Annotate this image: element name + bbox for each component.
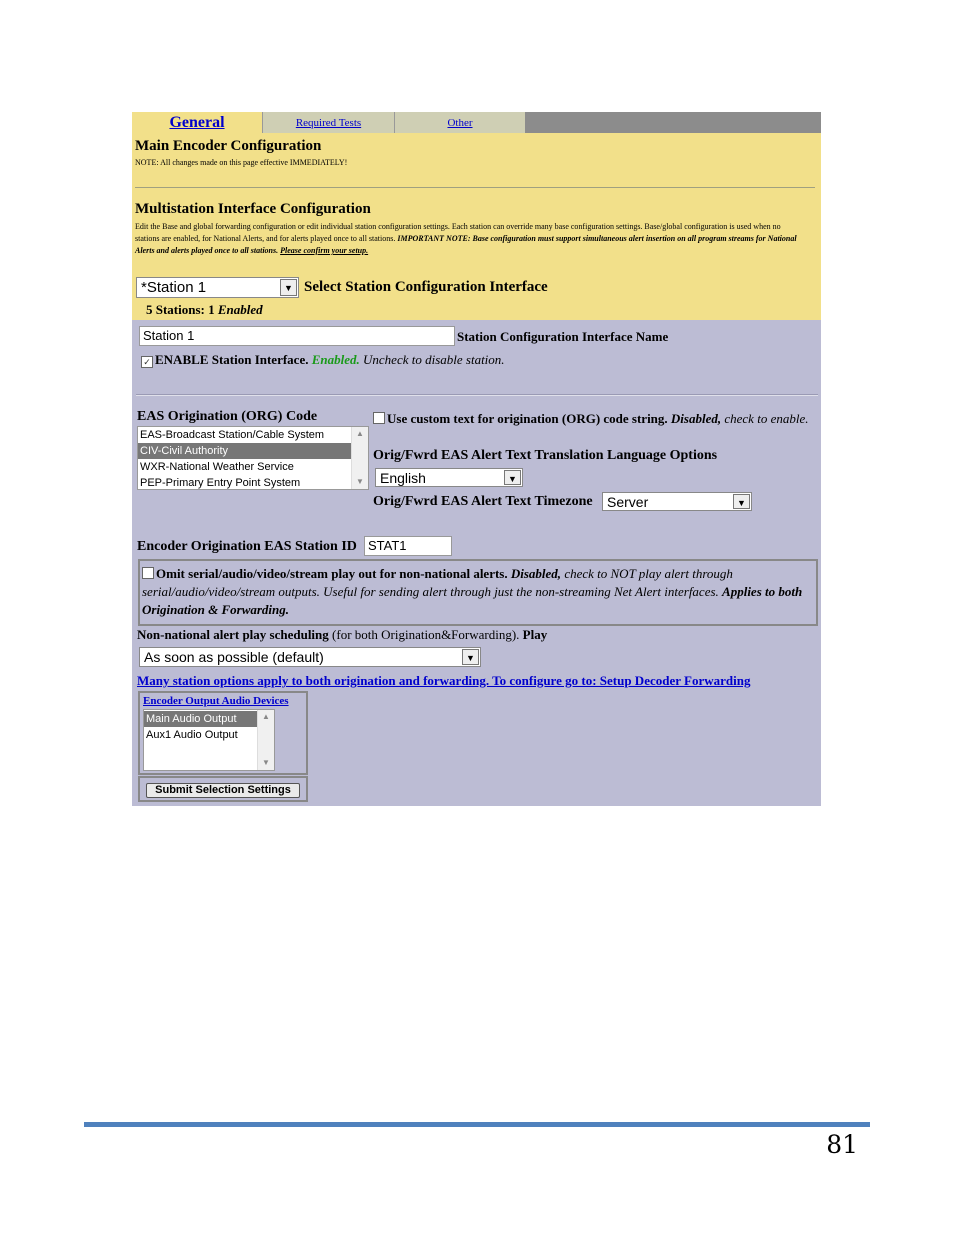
custom-org-row <box>373 410 813 428</box>
scrollbar[interactable] <box>257 710 274 770</box>
audio-devices-title-row <box>143 695 289 707</box>
main-note: NOTE: All changes made on this page effective IMMEDIATELY! <box>135 158 348 167</box>
multistation-title: Multistation Interface Configuration <box>135 201 371 217</box>
enable-station-checkbox[interactable]: ✓ <box>141 356 153 368</box>
stations-count <box>146 302 263 318</box>
station-select-value: *Station 1 <box>141 279 207 296</box>
divider <box>135 187 815 188</box>
station-select-label: Select Station Configuration Interface <box>304 279 548 295</box>
tab-general-label[interactable]: General <box>169 114 225 131</box>
omit-playout-status: Disabled, <box>510 566 562 581</box>
audio-devices-title[interactable]: Encoder Output Audio Devices <box>143 695 289 707</box>
language-select-value: English <box>380 470 426 486</box>
schedule-play: Play <box>522 627 548 642</box>
scroll-down-icon[interactable]: ▼ <box>262 758 270 767</box>
audio-devices-box <box>138 691 308 775</box>
multistation-desc-plain: Edit the Base and global forwarding configuration or edit individual station configuration settings. Each station can override many base configuration settings. Base/global configuration is used when no stations are enabled, for National Alerts, and for alerts played once to all stations. <box>135 222 781 243</box>
tab-general[interactable] <box>132 112 262 133</box>
multistation-description <box>135 221 803 257</box>
stations-enabled-text: Enabled <box>217 302 263 317</box>
schedule-select-value: As soon as possible (default) <box>144 649 324 665</box>
custom-org-hint: check to enable. <box>724 411 809 426</box>
multistation-desc-important: IMPORTANT NOTE: Base configuration must support simultaneous alert insertion on all program streams for National Alerts and alerts played once to all stations. <box>135 234 797 255</box>
list-item[interactable]: CIV-Civil Authority <box>138 443 352 459</box>
org-code-label: EAS Origination (ORG) Code <box>137 409 318 424</box>
tab-other-label[interactable]: Other <box>447 117 473 129</box>
schedule-select[interactable] <box>139 647 481 667</box>
decoder-forwarding-link-row <box>137 672 750 690</box>
scrollbar[interactable] <box>351 427 368 489</box>
custom-org-checkbox[interactable] <box>373 412 385 424</box>
station-id-label: Encoder Origination EAS Station ID <box>137 539 357 554</box>
audio-devices-listbox[interactable] <box>143 709 275 771</box>
page-number: 81 <box>826 1130 858 1159</box>
omit-playout-label: Omit serial/audio/video/stream play out for non-national alerts. <box>156 566 508 581</box>
enable-station-label: ENABLE Station Interface. <box>155 352 309 367</box>
chevron-down-icon[interactable]: ▼ <box>280 279 297 296</box>
tab-bar <box>132 112 821 133</box>
settings-panel <box>132 112 821 806</box>
language-select[interactable] <box>375 468 523 487</box>
enable-hint: Uncheck to disable station. <box>363 352 505 367</box>
omit-playout-hint: check to NOT play alert through serial/audio/video/stream outputs. Useful for sending alert through just the non-streaming Net Alert interfaces. <box>142 566 733 599</box>
omit-playout-applies: Applies to both Origination & Forwarding. <box>142 584 803 617</box>
station-id-input[interactable]: STAT1 <box>364 536 452 556</box>
scroll-up-icon[interactable]: ▲ <box>262 712 270 721</box>
station-name-label: Station Configuration Interface Name <box>457 329 669 344</box>
footer-rule <box>84 1122 870 1127</box>
tab-required-tests-label[interactable]: Required Tests <box>295 117 362 129</box>
tab-required-tests[interactable] <box>262 112 394 133</box>
org-code-listbox[interactable] <box>137 426 369 490</box>
timezone-label: Orig/Fwrd EAS Alert Text Timezone <box>373 494 593 509</box>
enable-status: Enabled. <box>311 352 360 367</box>
list-item[interactable]: EAS-Broadcast Station/Cable System <box>140 429 325 441</box>
enable-station-row <box>141 352 505 368</box>
list-item[interactable]: WXR-National Weather Service <box>140 461 294 473</box>
schedule-label: Non-national alert play scheduling <box>137 627 329 642</box>
divider <box>136 394 818 396</box>
list-item[interactable]: Main Audio Output <box>144 711 257 727</box>
station-select[interactable] <box>136 277 299 298</box>
timezone-select[interactable] <box>602 492 752 511</box>
custom-org-status: Disabled, <box>670 411 722 426</box>
list-item[interactable]: Aux1 Audio Output <box>146 729 238 741</box>
omit-playout-text <box>142 565 814 619</box>
lang-label: Orig/Fwrd EAS Alert Text Translation Language Options <box>373 448 718 463</box>
submit-box <box>138 776 308 802</box>
chevron-down-icon[interactable]: ▼ <box>462 649 479 665</box>
custom-org-label: Use custom text for origination (ORG) code string. <box>387 411 668 426</box>
timezone-select-value: Server <box>607 494 649 510</box>
chevron-down-icon[interactable]: ▼ <box>733 494 750 509</box>
station-name-input[interactable]: Station 1 <box>139 326 455 346</box>
yellow-section <box>132 133 821 320</box>
omit-playout-checkbox[interactable] <box>142 567 154 579</box>
schedule-row <box>137 627 547 643</box>
chevron-down-icon[interactable]: ▼ <box>504 470 521 485</box>
omit-playout-box <box>138 559 818 626</box>
tab-other[interactable] <box>394 112 525 133</box>
submit-selection-button[interactable]: Submit Selection Settings <box>146 783 300 798</box>
list-item[interactable]: PEP-Primary Entry Point System <box>140 477 301 489</box>
stations-count-text: 5 Stations: 1 <box>146 302 215 317</box>
scroll-up-icon[interactable]: ▲ <box>356 429 364 438</box>
scroll-down-icon[interactable]: ▼ <box>356 477 364 486</box>
main-title: Main Encoder Configuration <box>135 138 322 154</box>
multistation-desc-confirm: Please confirm your setup. <box>280 246 369 255</box>
schedule-paren: (for both Origination&Forwarding). <box>332 627 520 642</box>
decoder-forwarding-link[interactable]: Many station options apply to both origination and forwarding. To configure go to: Setup Decoder Forwarding <box>137 673 751 688</box>
